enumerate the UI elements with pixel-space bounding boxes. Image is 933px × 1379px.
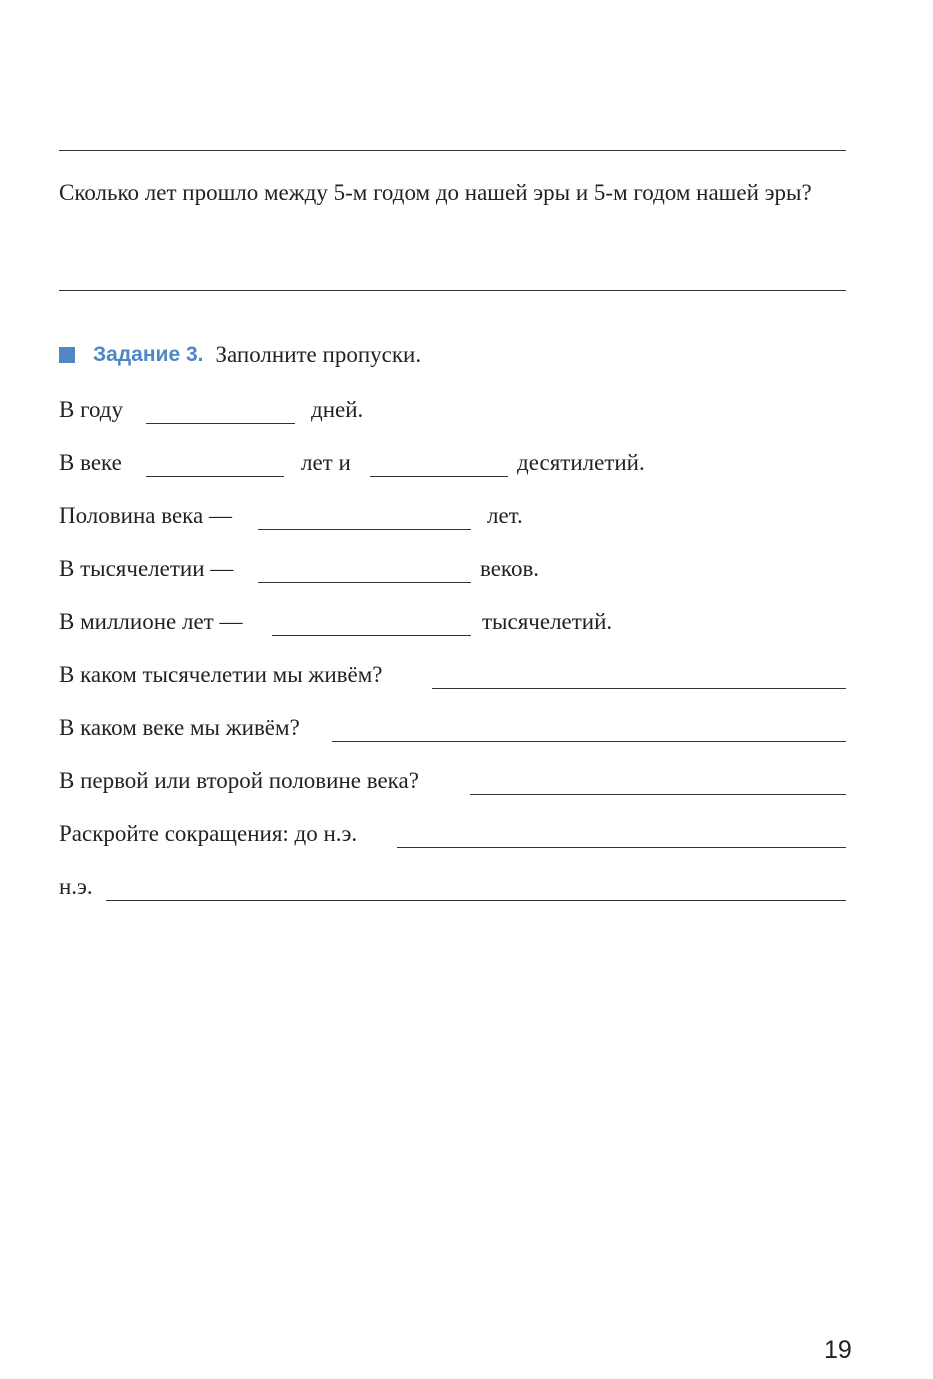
row-millennium-label: В тысячелетии — <box>59 556 234 581</box>
row-which-millennium-label: В каком тысячелетии мы живём? <box>59 662 383 687</box>
blank-century-decades[interactable] <box>370 476 508 477</box>
blank-which-century[interactable] <box>332 741 846 742</box>
blank-bce-expansion[interactable] <box>397 847 846 848</box>
task-label: Задание 3. <box>93 343 204 366</box>
row-which-century-label: В каком веке мы живём? <box>59 715 300 740</box>
row-which-half-label: В первой или второй половине века? <box>59 768 419 793</box>
question-text: Сколько лет прошло между 5-м годом до нашей эры и 5-м годом нашей эры? <box>59 180 812 205</box>
row-million-suffix: тысячелетий. <box>482 609 613 634</box>
blank-which-half[interactable] <box>470 794 846 795</box>
row-year-label: В году <box>59 397 123 422</box>
answer-line-top[interactable] <box>59 150 846 151</box>
row-century-suffix: десятилетий. <box>517 450 645 475</box>
row-bce-label: Раскройте сокращения: до н.э. <box>59 821 358 846</box>
row-millennium-suffix: веков. <box>480 556 540 581</box>
task-instruction: Заполните пропуски. <box>215 342 422 367</box>
answer-line-question[interactable] <box>59 290 846 291</box>
page-number: 19 <box>824 1336 852 1364</box>
blank-which-millennium[interactable] <box>432 688 846 689</box>
task-heading <box>59 338 421 372</box>
row-half-century-label: Половина века — <box>59 503 232 528</box>
square-bullet-icon <box>59 347 75 363</box>
row-half-century-suffix: лет. <box>487 503 523 528</box>
row-century-label: В веке <box>59 450 122 475</box>
blank-half-century-years[interactable] <box>258 529 471 530</box>
blank-millennium-centuries[interactable] <box>258 582 471 583</box>
row-million-label: В миллионе лет — <box>59 609 243 634</box>
blank-year-days[interactable] <box>146 423 295 424</box>
row-ce-label: н.э. <box>59 874 93 899</box>
blank-ce-expansion[interactable] <box>106 900 846 901</box>
blank-century-years[interactable] <box>146 476 284 477</box>
row-century-middle: лет и <box>301 450 351 475</box>
blank-million-millennia[interactable] <box>272 635 471 636</box>
row-year-suffix: дней. <box>311 397 364 422</box>
